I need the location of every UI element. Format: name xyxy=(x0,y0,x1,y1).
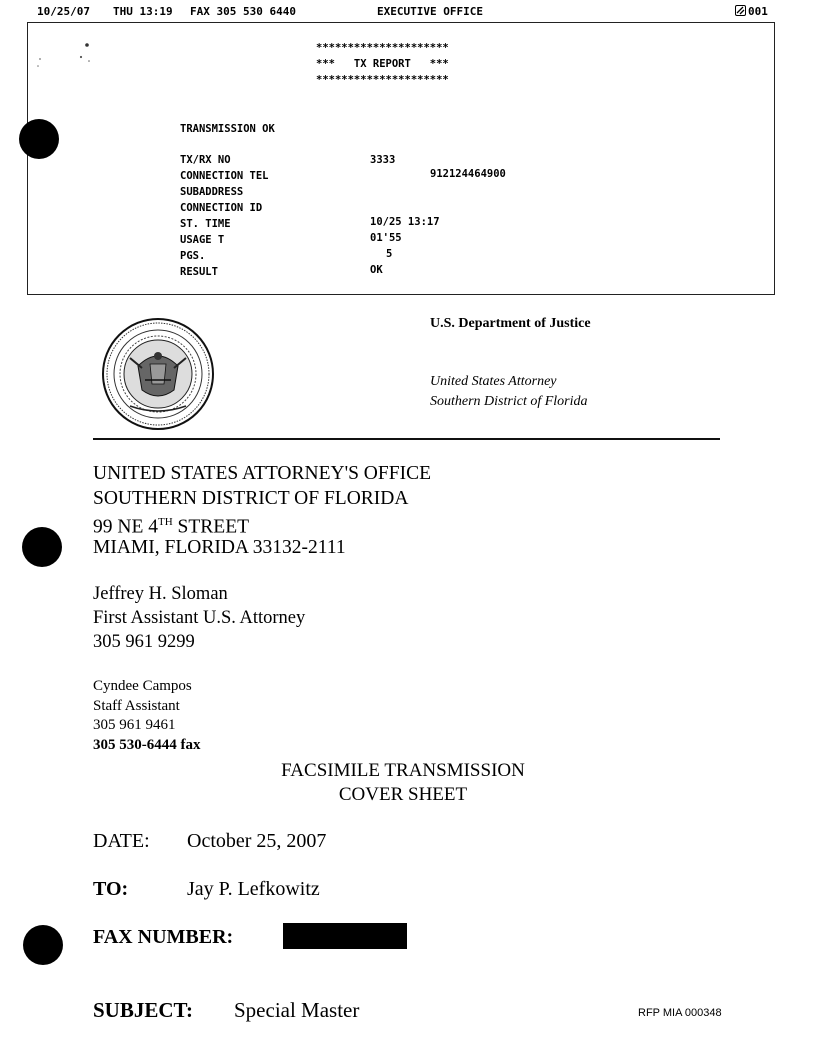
tx-row-label: SUBADDRESS xyxy=(180,186,244,198)
staff-fax: 305 530-6444 fax xyxy=(93,737,201,753)
tx-row-value: 5 xyxy=(386,248,393,260)
punch-hole xyxy=(23,925,63,965)
fax-header-number: FAX 305 530 6440 xyxy=(190,5,296,18)
subject-label: SUBJECT: xyxy=(93,998,193,1022)
tx-report-title: *** TX REPORT *** xyxy=(316,58,449,70)
address-street-number: 99 NE 4 xyxy=(93,516,158,538)
tx-row-label: RESULT xyxy=(180,266,218,278)
address-line-4: MIAMI, FLORIDA 33132-2111 xyxy=(93,537,346,558)
tx-row-label: CONNECTION ID xyxy=(180,202,263,214)
bates-number: RFP MIA 000348 xyxy=(638,1007,722,1019)
cover-heading-1: FACSIMILE TRANSMISSION xyxy=(281,760,525,781)
fax-header-date: 10/25/07 xyxy=(37,5,90,18)
date-label: DATE: xyxy=(93,830,150,852)
address-superscript: TH xyxy=(158,516,173,528)
date-value: October 25, 2007 xyxy=(187,830,327,852)
tx-row-label: USAGE T xyxy=(180,234,225,246)
fax-header-time: THU 13:19 xyxy=(113,5,173,18)
staff-phone: 305 961 9461 xyxy=(93,717,176,733)
tx-row-label: ST. TIME xyxy=(180,218,231,230)
tx-row-value: OK xyxy=(370,264,383,276)
tx-row-value: 01'55 xyxy=(370,232,402,244)
letterhead-divider xyxy=(93,438,720,440)
tx-row-value: 3333 xyxy=(370,154,396,166)
tx-row-value: 912124464900 xyxy=(430,168,506,180)
punch-hole xyxy=(19,119,59,159)
department-name: U.S. Department of Justice xyxy=(430,316,591,331)
tx-row-value: 10/25 13:17 xyxy=(370,216,440,228)
to-value: Jay P. Lefkowitz xyxy=(187,878,320,900)
tx-row-label: CONNECTION TEL xyxy=(180,170,269,182)
tx-stars-top: ********************* xyxy=(316,42,449,54)
to-label: TO: xyxy=(93,878,129,900)
sender-title: First Assistant U.S. Attorney xyxy=(93,608,306,628)
staff-name: Cyndee Campos xyxy=(93,678,192,694)
sender-name: Jeffrey H. Sloman xyxy=(93,584,228,604)
scan-speckles xyxy=(35,38,105,77)
sender-phone: 305 961 9299 xyxy=(93,632,195,652)
fax-header-page: 001 xyxy=(748,5,768,18)
staff-title: Staff Assistant xyxy=(93,698,180,714)
cover-heading-2: COVER SHEET xyxy=(338,784,468,805)
address-line-2: SOUTHERN DISTRICT OF FLORIDA xyxy=(93,488,409,509)
tx-row-label: PGS. xyxy=(180,250,206,262)
tx-row-label: TX/RX NO xyxy=(180,154,231,166)
doj-seal-icon xyxy=(100,316,216,437)
subject-value: Special Master xyxy=(234,998,360,1022)
letterhead-subtitle-1: United States Attorney xyxy=(430,374,557,389)
fax-page-icon xyxy=(735,5,746,16)
fax-number-label: FAX NUMBER: xyxy=(93,926,234,948)
tx-status: TRANSMISSION OK xyxy=(180,123,275,135)
redaction-box xyxy=(283,923,407,949)
letterhead-subtitle-2: Southern District of Florida xyxy=(430,394,588,409)
address-street-name: STREET xyxy=(172,516,250,538)
punch-hole xyxy=(22,527,62,567)
fax-header-office: EXECUTIVE OFFICE xyxy=(377,5,483,18)
tx-stars-bottom: ********************* xyxy=(316,74,449,86)
address-line-1: UNITED STATES ATTORNEY'S OFFICE xyxy=(93,463,431,484)
